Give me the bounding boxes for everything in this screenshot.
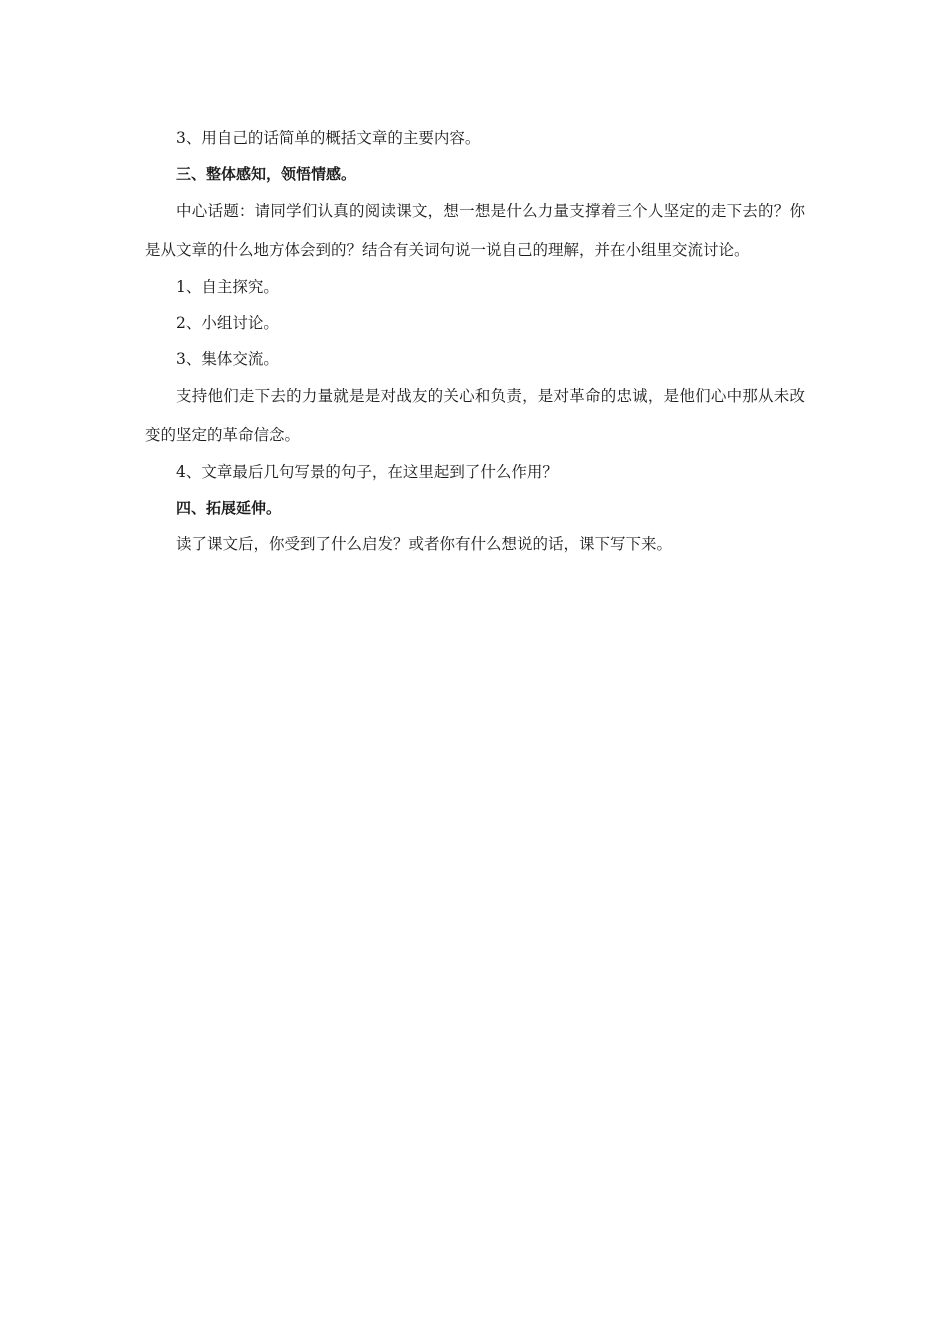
paragraph-self-exploration: 1、自主探究。 [176, 278, 279, 296]
paragraph-answer: 支持他们走下去的力量就是是对战友的关心和负责，是对革命的忠诚，是他们心中那从未改变的坚定的革命信念。 [145, 387, 805, 444]
paragraph-central-topic: 中心话题：请同学们认真的阅读课文，想一想是什么力量支撑着三个人坚定的走下去的？你是从文章的什么地方体会到的？结合有关词句说一说自己的理解，并在小组里交流讨论。 [145, 202, 805, 259]
document-body [145, 120, 805, 562]
paragraph-group-discussion: 2、小组讨论。 [176, 314, 279, 332]
section-heading-overall-perception: 三、整体感知，领悟情感。 [176, 165, 357, 183]
section-heading-extension: 四、拓展延伸。 [176, 499, 282, 517]
paragraph-homework: 读了课文后，你受到了什么启发？或者你有什么想说的话，课下写下来。 [176, 535, 673, 553]
paragraph-collective-exchange: 3、集体交流。 [176, 350, 279, 368]
paragraph-summary-task: 3、用自己的话简单的概括文章的主要内容。 [176, 129, 481, 147]
paragraph-scenery-question: 4、文章最后几句写景的句子，在这里起到了什么作用？ [176, 463, 558, 481]
